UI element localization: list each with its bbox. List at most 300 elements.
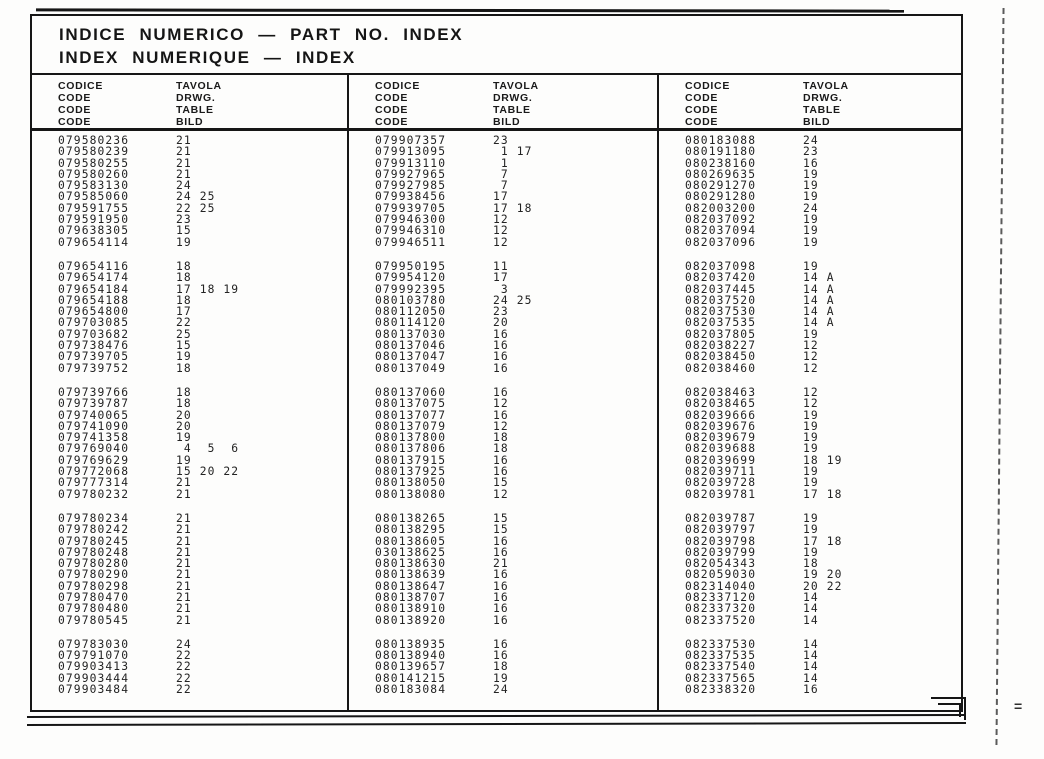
row-group — [349, 135, 657, 248]
codice-header — [685, 80, 730, 128]
drawing-table-refs: 15 — [493, 476, 509, 490]
drawing-table-refs: 3 — [493, 282, 509, 296]
drawing-table-refs: 19 — [803, 213, 819, 227]
part-code: 080137075 — [375, 397, 447, 411]
drawing-table-refs: 16 — [493, 361, 509, 375]
page-edge-scan-line — [995, 8, 1004, 745]
drawing-table-refs: 16 — [493, 408, 509, 422]
drawing-table-refs: 7 — [493, 167, 509, 181]
table-row — [349, 569, 657, 580]
drawing-table-refs: 18 — [493, 660, 509, 674]
drawing-table-refs: 16 — [493, 534, 509, 548]
index-column — [347, 75, 657, 710]
drawing-table-refs: 16 — [493, 327, 509, 341]
drawing-table-refs: 19 — [176, 431, 192, 445]
drawing-table-refs: 19 — [803, 465, 819, 479]
drawing-table-refs: 21 — [176, 590, 192, 604]
table-row — [349, 398, 657, 409]
header-label-line: BILD — [493, 116, 521, 128]
part-code: 082337540 — [685, 660, 757, 674]
part-code: 079780242 — [58, 523, 130, 537]
drawing-table-refs: 16 — [803, 156, 819, 170]
drawing-table-refs: 14 — [803, 602, 819, 616]
drawing-table-refs: 23 — [493, 305, 509, 319]
drawing-table-refs: 24 25 — [493, 293, 533, 307]
part-code: 080137049 — [375, 361, 447, 375]
drawing-table-refs: 12 — [803, 339, 819, 353]
index-column — [32, 75, 347, 710]
part-code: 082037096 — [685, 235, 757, 249]
part-code: 079739705 — [58, 350, 130, 364]
drawing-table-refs: 17 — [176, 305, 192, 319]
table-row — [32, 146, 347, 157]
drawing-table-refs: 12 — [803, 350, 819, 364]
drawing-table-refs: 25 — [176, 327, 192, 341]
header-label-line: CODICE — [685, 80, 731, 92]
header-label-line: CODE — [58, 92, 92, 104]
drawing-table-refs: 15 — [493, 511, 509, 525]
part-code: 080291270 — [685, 179, 757, 193]
drawing-table-refs: 22 — [176, 316, 192, 330]
part-code: 082039799 — [685, 545, 757, 559]
drawing-table-refs: 20 22 — [803, 579, 843, 593]
table-row — [659, 272, 961, 283]
drawing-table-refs: 16 — [493, 568, 509, 582]
part-code: 080138940 — [375, 649, 447, 663]
part-code: 079938456 — [375, 190, 447, 204]
part-code: 079772068 — [58, 465, 130, 479]
part-code: 079740065 — [58, 408, 130, 422]
part-code: 079946511 — [375, 235, 447, 249]
drawing-table-refs: 19 — [803, 224, 819, 238]
drawing-table-refs: 14 — [803, 613, 819, 627]
part-code: 080138050 — [375, 476, 447, 490]
drawing-table-refs: 14 A — [803, 305, 835, 319]
part-code: 079913095 — [375, 145, 447, 159]
drawing-table-refs: 18 — [176, 385, 192, 399]
table-row — [659, 489, 961, 500]
column-header — [349, 75, 657, 131]
drawing-table-refs: 19 — [803, 327, 819, 341]
table-row — [659, 351, 961, 362]
drawing-table-refs: 21 — [176, 602, 192, 616]
table-row — [32, 363, 347, 374]
drawing-table-refs: 18 — [176, 271, 192, 285]
page-title-line-1: INDICE NUMERICO — PART NO. INDEX — [59, 25, 464, 44]
part-code: 082038460 — [685, 361, 757, 375]
part-code: 080137060 — [375, 385, 447, 399]
drawing-table-refs: 22 — [176, 649, 192, 663]
part-code: 082039728 — [685, 476, 757, 490]
part-code: 079780280 — [58, 557, 130, 571]
drawing-table-refs: 21 — [176, 476, 192, 490]
part-code: 079654800 — [58, 305, 130, 319]
drawing-table-refs: 18 — [176, 293, 192, 307]
header-label-line: TAVOLA — [803, 80, 849, 92]
row-group — [659, 261, 961, 374]
drawing-table-refs: 24 — [803, 134, 819, 147]
drawing-table-refs: 21 — [176, 557, 192, 571]
drawing-table-refs: 15 20 22 — [176, 465, 240, 479]
drawing-table-refs: 21 — [176, 156, 192, 170]
title-block — [32, 16, 961, 75]
table-row — [32, 225, 347, 236]
part-code: 080137800 — [375, 431, 447, 445]
part-code: 080191180 — [685, 145, 757, 159]
part-code: 079654114 — [58, 235, 130, 249]
drawing-table-refs: 17 — [493, 190, 509, 204]
table-row — [349, 351, 657, 362]
part-code: 082054343 — [685, 557, 757, 571]
part-code: 079591950 — [58, 213, 130, 227]
part-code: 080112050 — [375, 305, 447, 319]
part-code: 080114120 — [375, 316, 447, 330]
row-group — [32, 639, 347, 695]
drawing-table-refs: 19 — [803, 419, 819, 433]
part-code: 080137030 — [375, 327, 447, 341]
drawing-table-refs: 19 — [803, 167, 819, 181]
header-label-line: BILD — [803, 116, 831, 128]
drawing-table-refs: 22 — [176, 671, 192, 685]
table-row — [349, 363, 657, 374]
part-code: 082037535 — [685, 316, 757, 330]
part-code: 079654188 — [58, 293, 130, 307]
drawing-table-refs: 21 — [176, 534, 192, 548]
bottom-scan-rules — [27, 714, 966, 726]
part-code: 082337120 — [685, 590, 757, 604]
drawing-table-refs: 19 — [803, 408, 819, 422]
part-code: 080138707 — [375, 590, 447, 604]
drawing-table-refs: 14 A — [803, 316, 835, 330]
header-label-line: CODE — [58, 116, 92, 128]
drawing-table-refs: 21 — [176, 545, 192, 559]
part-code: 079927965 — [375, 167, 447, 181]
part-code: 079780470 — [58, 590, 130, 604]
drawing-table-refs: 24 — [176, 179, 192, 193]
part-code: 079780290 — [58, 568, 130, 582]
part-code: 082038450 — [685, 350, 757, 364]
table-row — [349, 603, 657, 614]
table-row — [659, 684, 961, 695]
drawing-table-refs: 19 — [803, 259, 819, 273]
part-code: 079741090 — [58, 419, 130, 433]
drawing-table-refs: 7 — [493, 179, 509, 193]
part-code: 079913110 — [375, 156, 447, 170]
drawing-table-refs: 18 — [176, 397, 192, 411]
table-row — [32, 615, 347, 626]
drawing-table-refs: 16 — [493, 637, 509, 651]
part-code: 079946310 — [375, 224, 447, 238]
part-code: 079654116 — [58, 259, 130, 273]
row-group — [349, 387, 657, 500]
part-code: 080137047 — [375, 350, 447, 364]
header-label-line: TABLE — [493, 104, 531, 116]
header-label-line: CODE — [375, 104, 409, 116]
drawing-table-refs: 18 — [176, 361, 192, 375]
part-code: 079739752 — [58, 361, 130, 375]
column-header — [659, 75, 961, 131]
part-code: 082337320 — [685, 602, 757, 616]
table-row — [349, 489, 657, 500]
drawing-table-refs: 14 A — [803, 282, 835, 296]
header-label-line: CODE — [685, 104, 719, 116]
drawing-table-refs: 16 — [493, 590, 509, 604]
drawing-table-refs: 18 — [493, 442, 509, 456]
part-code: 082337520 — [685, 613, 757, 627]
codice-header — [58, 80, 103, 128]
part-code: 082038227 — [685, 339, 757, 353]
header-label-line: CODE — [375, 92, 409, 104]
drawing-table-refs: 19 — [493, 671, 509, 685]
header-label-line: CODICE — [375, 80, 421, 92]
drawing-table-refs: 18 — [493, 431, 509, 445]
part-code: 079654174 — [58, 271, 130, 285]
part-code: 079791070 — [58, 649, 130, 663]
header-label-line: TAVOLA — [176, 80, 222, 92]
part-code: 079654184 — [58, 282, 130, 296]
table-row — [659, 569, 961, 580]
part-code: 082037094 — [685, 224, 757, 238]
part-code: 080291280 — [685, 190, 757, 204]
part-code: 079783030 — [58, 637, 130, 651]
column-header — [32, 75, 347, 131]
drawing-table-refs: 14 — [803, 671, 819, 685]
drawing-table-refs: 20 — [176, 408, 192, 422]
part-code: 082037098 — [685, 259, 757, 273]
part-code: 079703682 — [58, 327, 130, 341]
row-group — [32, 387, 347, 500]
column-rows — [32, 131, 347, 695]
table-row — [32, 569, 347, 580]
drawing-table-refs: 19 — [803, 235, 819, 249]
table-row — [349, 237, 657, 248]
part-code: 080138605 — [375, 534, 447, 548]
drawing-table-refs: 18 — [803, 557, 819, 571]
drawing-table-refs: 16 — [493, 385, 509, 399]
part-code: 080138639 — [375, 568, 447, 582]
part-code: 079780232 — [58, 487, 130, 501]
part-code: 080269635 — [685, 167, 757, 181]
header-label-line: CODE — [58, 104, 92, 116]
top-scan-rule — [36, 8, 904, 12]
column-rows — [349, 131, 657, 695]
equals-scan-mark: = — [1014, 698, 1023, 714]
part-code: 079954120 — [375, 271, 447, 285]
part-code: 079580236 — [58, 134, 130, 147]
row-group — [659, 135, 961, 248]
part-code: 082039787 — [685, 511, 757, 525]
drawing-table-refs: 17 — [493, 271, 509, 285]
table-row — [659, 363, 961, 374]
table-row — [32, 603, 347, 614]
part-code: 082038465 — [685, 397, 757, 411]
table-row — [659, 615, 961, 626]
header-label-line: TAVOLA — [493, 80, 539, 92]
drawing-table-refs: 21 — [176, 145, 192, 159]
part-code: 082037805 — [685, 327, 757, 341]
drawing-table-refs: 19 — [803, 476, 819, 490]
part-code: 079585060 — [58, 190, 130, 204]
part-code: 079580260 — [58, 167, 130, 181]
part-code: 080141215 — [375, 671, 447, 685]
part-code: 082039679 — [685, 431, 757, 445]
part-code: 079780480 — [58, 602, 130, 616]
part-code: 079907357 — [375, 134, 447, 147]
header-label-line: CODE — [375, 116, 409, 128]
drawing-table-refs: 15 — [493, 523, 509, 537]
drawing-table-refs: 24 — [493, 683, 509, 697]
codice-header — [375, 80, 420, 128]
drawing-table-refs: 14 — [803, 637, 819, 651]
table-row — [659, 398, 961, 409]
row-group — [659, 387, 961, 500]
header-label-line: DRWG. — [493, 92, 533, 104]
part-code: 082037520 — [685, 293, 757, 307]
part-code: 080137925 — [375, 465, 447, 479]
header-label-line: CODE — [685, 116, 719, 128]
drawing-table-refs: 16 — [493, 579, 509, 593]
part-code: 080138647 — [375, 579, 447, 593]
drawing-table-refs: 16 — [493, 339, 509, 353]
drawing-table-refs: 18 — [176, 259, 192, 273]
part-code: 080183088 — [685, 134, 757, 147]
drawing-table-refs: 21 — [176, 487, 192, 501]
part-code: 030138625 — [375, 545, 447, 559]
drawing-table-refs: 19 20 — [803, 568, 843, 582]
part-code: 079769629 — [58, 453, 130, 467]
drawing-table-refs: 20 — [176, 419, 192, 433]
drawing-table-refs: 21 — [176, 579, 192, 593]
index-column — [657, 75, 961, 710]
drawing-table-refs: 21 — [176, 511, 192, 525]
part-code: 082037092 — [685, 213, 757, 227]
row-group — [659, 513, 961, 626]
drawing-table-refs: 16 — [493, 613, 509, 627]
table-row — [659, 225, 961, 236]
drawing-table-refs: 19 — [803, 190, 819, 204]
drawing-table-refs: 19 — [803, 511, 819, 525]
table-row — [32, 477, 347, 488]
drawing-table-refs: 22 — [176, 683, 192, 697]
drawing-table-refs: 19 — [176, 350, 192, 364]
table-body — [32, 75, 961, 710]
drawing-table-refs: 1 — [493, 156, 509, 170]
part-code: 080103780 — [375, 293, 447, 307]
table-row — [659, 146, 961, 157]
part-code: 082337535 — [685, 649, 757, 663]
drawing-table-refs: 21 — [493, 557, 509, 571]
table-row — [32, 398, 347, 409]
table-row — [349, 477, 657, 488]
row-group — [32, 261, 347, 374]
part-code: 079583130 — [58, 179, 130, 193]
part-code: 079739787 — [58, 397, 130, 411]
drawing-table-refs: 17 18 — [493, 201, 533, 215]
part-code: 079946300 — [375, 213, 447, 227]
row-group — [32, 513, 347, 626]
drawing-table-refs: 12 — [803, 385, 819, 399]
tavola-header — [803, 80, 849, 128]
drawing-table-refs: 24 25 — [176, 190, 216, 204]
drawing-table-refs: 12 — [493, 397, 509, 411]
part-code: 080138910 — [375, 602, 447, 616]
part-code: 079780234 — [58, 511, 130, 525]
drawing-table-refs: 23 — [803, 145, 819, 159]
drawing-table-refs: 14 A — [803, 271, 835, 285]
drawing-table-refs: 11 — [493, 259, 509, 273]
drawing-table-refs: 21 — [176, 134, 192, 147]
part-code: 079780298 — [58, 579, 130, 593]
part-code: 082338320 — [685, 683, 757, 697]
part-code: 079638305 — [58, 224, 130, 238]
part-code: 080138080 — [375, 487, 447, 501]
drawing-table-refs: 4 5 6 — [176, 442, 240, 456]
registration-corner-mark — [930, 696, 967, 723]
table-row — [349, 684, 657, 695]
part-code: 082314040 — [685, 579, 757, 593]
table-row — [349, 524, 657, 535]
drawing-table-refs: 16 — [493, 465, 509, 479]
header-label-line: DRWG. — [176, 92, 216, 104]
drawing-table-refs: 23 — [176, 213, 192, 227]
table-row — [349, 615, 657, 626]
header-label-line: DRWG. — [803, 92, 843, 104]
part-code: 079780545 — [58, 613, 130, 627]
table-row — [32, 237, 347, 248]
drawing-table-refs: 14 — [803, 660, 819, 674]
part-code: 082039797 — [685, 523, 757, 537]
part-code: 082059030 — [685, 568, 757, 582]
part-code: 079903413 — [58, 660, 130, 674]
part-code: 079780248 — [58, 545, 130, 559]
part-code: 082003200 — [685, 201, 757, 215]
part-code: 079580255 — [58, 156, 130, 170]
drawing-table-refs: 19 — [803, 523, 819, 537]
drawing-table-refs: 16 — [493, 649, 509, 663]
column-rows — [659, 131, 961, 695]
drawing-table-refs: 24 — [176, 637, 192, 651]
row-group — [349, 639, 657, 695]
row-group — [349, 513, 657, 626]
row-group — [349, 261, 657, 374]
part-index-table — [30, 14, 963, 712]
tavola-header — [176, 80, 222, 128]
part-code: 079738476 — [58, 339, 130, 353]
part-code: 082039666 — [685, 408, 757, 422]
header-label-line: CODICE — [58, 80, 104, 92]
corner-mark-inner — [938, 703, 961, 717]
drawing-table-refs: 14 — [803, 590, 819, 604]
part-code: 080137915 — [375, 453, 447, 467]
part-code: 079580239 — [58, 145, 130, 159]
part-code: 079927985 — [375, 179, 447, 193]
table-row — [349, 225, 657, 236]
drawing-table-refs: 1 17 — [493, 145, 533, 159]
drawing-table-refs: 19 — [176, 453, 192, 467]
part-code: 079992395 — [375, 282, 447, 296]
part-code: 079903484 — [58, 683, 130, 697]
table-row — [32, 524, 347, 535]
drawing-table-refs: 21 — [176, 568, 192, 582]
drawing-table-refs: 21 — [176, 523, 192, 537]
part-code: 082039676 — [685, 419, 757, 433]
drawing-table-refs: 17 18 — [803, 487, 843, 501]
table-row — [349, 146, 657, 157]
part-code: 080183084 — [375, 683, 447, 697]
drawing-table-refs: 12 — [493, 419, 509, 433]
table-row — [32, 272, 347, 283]
part-code: 082037445 — [685, 282, 757, 296]
